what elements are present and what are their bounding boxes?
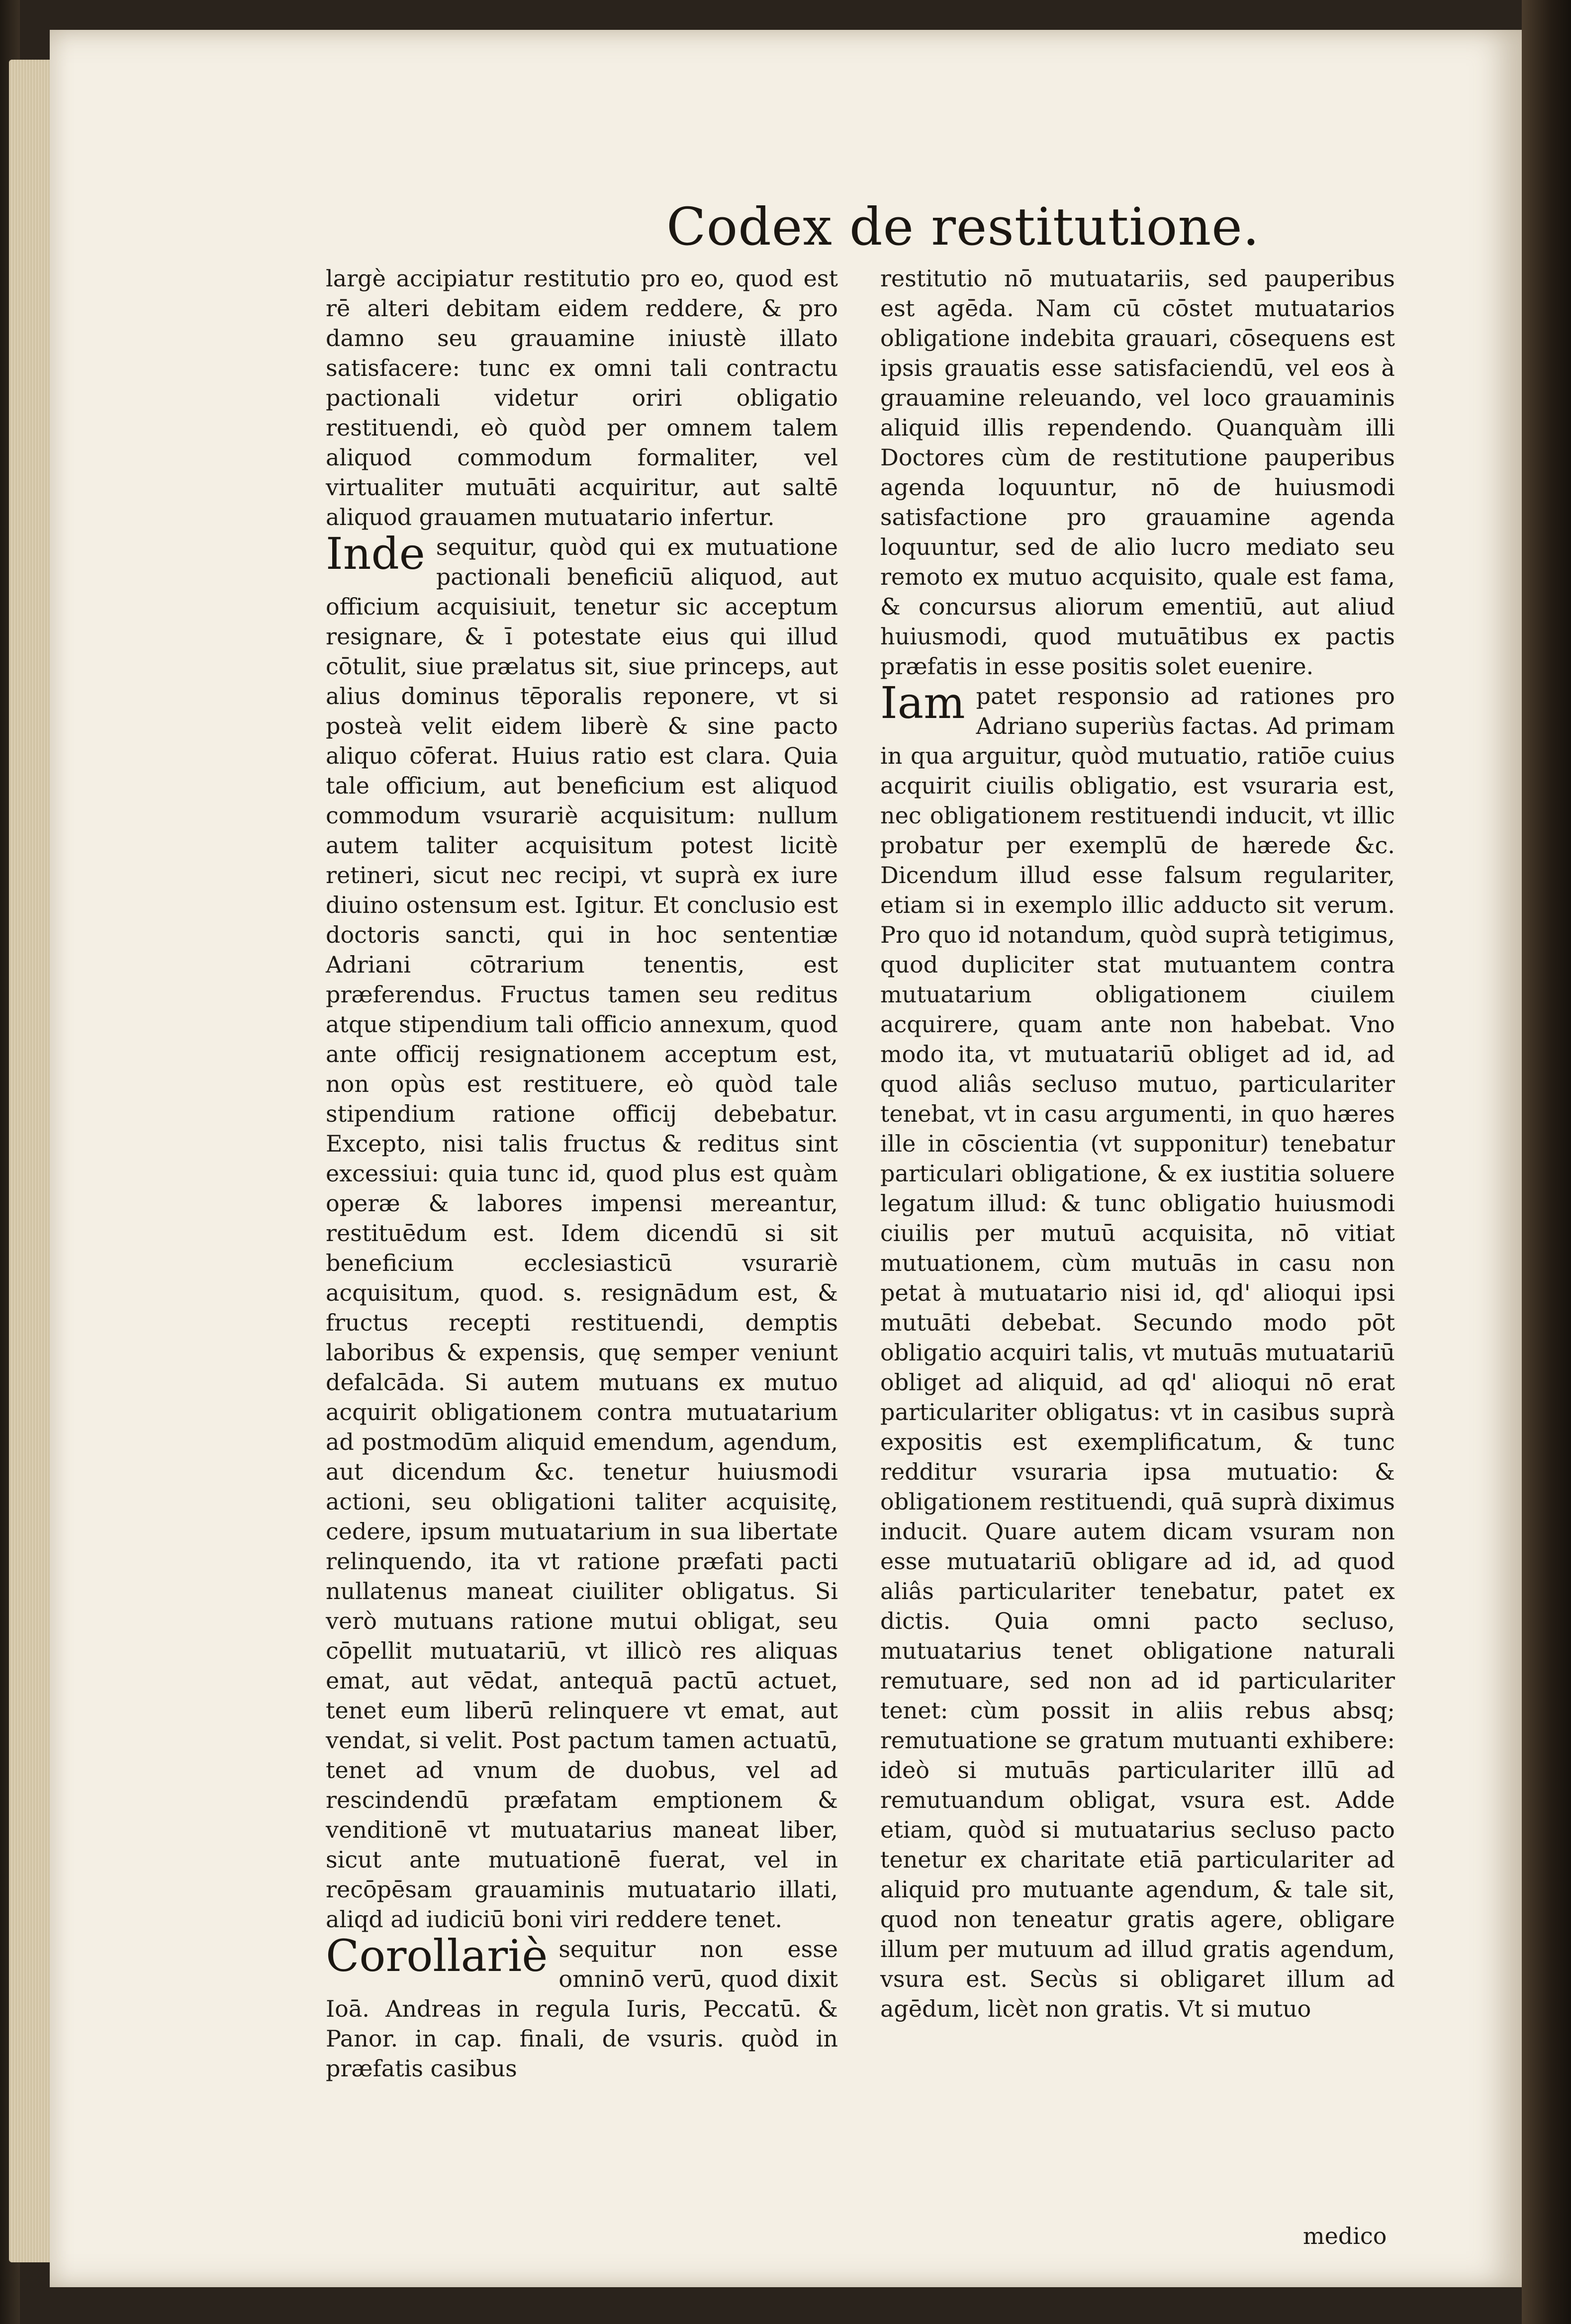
catchword: medico (1303, 2223, 1387, 2249)
left-paragraph-2-text: sequitur, quòd qui ex mutuatione pactionali beneficiū aliquod, aut officium acquisiuit, tenetur sic acceptum resignare, & ī potestate eius qui illud cōtulit, siue prælatus sit, siue princeps, aut alius dominus tēporalis reponere, vt si posteà velit eidem liberè & sine pacto aliquo cōferat. Huius ratio est clara. Quia tale officium, aut beneficium est aliquod commodum vsurariè acquisitum: nullum autem taliter acquisitum potest licitè retineri, sicut nec recipi, vt suprà ex iure diuino ostensum est. Igitur. Et conclusio est doctoris sancti, qui in hoc sententiæ Adriani cōtrarium tenentis, est præferendus. Fructus tamen seu reditus atque stipendium tali officio annexum, quod ante officij resignationem acceptum est, non opùs est restituere, eò quòd tale stipendium ratione officij debebatur. Excepto, nisi talis fructus & reditus sint excessiui: quia tunc id, quod plus est quàm operæ & labores impensi mereantur, restituēdum est. Idem dicendū si sit beneficium ecclesiasticū vsurariè acquisitum, quod. s. resignādum est, & fructus recepti restituendi, demptis laboribus & expensis, quę semper veniunt defalcāda. Si autem mutuans ex mutuo acquirit obligationem contra mutuatarium ad postmodūm aliquid emendum, agendum, aut dicendum &c. tenetur huiusmodi actioni, seu obligationi taliter acquisitę, cedere, ipsum mutuatarium in sua libertate relinquendo, ita vt ratione præfati pacti nullatenus maneat ciuiliter obligatus. Si verò mutuans ratione mutui obligat, seu cōpellit mutuatariū, vt illicò res aliquas emat, aut vēdat, antequā pactū actuet, tenet eum liberū relinquere vt emat, aut vendat, si velit. Post pactum tamen actuatū, tenet ad vnum de duobus, vel ad rescindendū præfatam emptionem & venditionē vt mutuatarius maneat liber, sicut ante mutuationē fuerat, vel in recōpēsam grauaminis mutuatario illati, aliqd ad iudiciū boni viri reddere tenet. (326, 534, 838, 1933)
right-paragraph-2 (880, 677, 1395, 2024)
initial-word: Inde (326, 528, 425, 579)
right-column (880, 264, 1395, 2024)
left-paragraph-1: largè accipiatur restitutio pro eo, quod est rē alteri debitam eidem reddere, & pro damno seu grauamine iniustè illato satisfacere: tunc ex omni tali contractu pactionali videtur oriri obligatio restituendi, eò quòd per omnem talem aliquod commodum formaliter, vel virtualiter mutuāti acquiritur, aut saltē aliquod grauamen mutuatario infertur. (326, 265, 838, 531)
book-spine (1522, 0, 1571, 2324)
initial-word: Iam (880, 677, 965, 728)
running-header: Codex de restitutione. (666, 196, 1260, 257)
right-paragraph-2-text: patet responsio ad rationes pro Adriano superiùs factas. Ad primam in qua arguitur, quòd mutuatio, ratiōe cuius acquirit ciuilis obligatio, est vsuraria est, nec obligationem restituendi inducit, vt illic probatur per exemplū de hærede &c. Dicendum illud esse falsum regulariter, etiam si in exemplo illic adducto sit verum. Pro quo id notandum, quòd suprà tetigimus, quod dupliciter stat mutuantem contra mutuatarium obligationem ciuilem acquirere, quam ante non habebat. Vno modo ita, vt mutuatariū obliget ad id, ad quod aliâs secluso mutuo, particulariter tenebat, vt in casu argumenti, in quo hæres ille in cōscientia (vt supponitur) tenebatur particulari obligatione, & ex iustitia soluere legatum illud: & tunc obligatio huiusmodi ciuilis per mutuū acquisita, nō vitiat mutuationem, cùm mutuās in casu non petat à mutuatario nisi id, qd' alioqui ipsi mutuāti debebat. Secundo modo pōt obligatio acquiri talis, vt mutuās mutuatariū obliget ad aliquid, ad qd' alioqui nō erat particulariter obligatus: vt in casibus suprà expositis est exemplificatum, & tunc redditur vsuraria ipsa mutuatio: & obligationem restituendi, quā suprà diximus inducit. Quare autem dicam vsuram non esse mutuatariū obligare ad id, ad quod aliâs particulariter tenebatur, patet ex dictis. Quia omni pacto secluso, mutuatarius tenet obligatione naturali remutuare, sed non ad id particulariter tenet: cùm possit in aliis rebus absq; remutuatione se gratum mutuanti exhibere: ideò si mutuās particulariter illū ad remutuandum obligat, vsura est. Adde etiam, quòd si mutuatarius secluso pacto tenetur ex charitate etiā particulariter ad aliquid pro mutuante agendum, & tale sit, quod non teneatur gratis agere, obligare illum per mutuum ad illud gratis agendum, vsura est. Secùs si obligaret illum ad agēdum, licèt non gratis. Vt si mutuo (880, 683, 1395, 2022)
initial-word: Corollariè (326, 1930, 548, 1981)
left-paragraph-2 (326, 528, 838, 1934)
left-paragraph-3 (326, 1930, 838, 2083)
left-paragraph-3-text: sequitur non esse omninō verū, quod dixit Ioā. Andreas in regula Iuris, Peccatū. & Panor. in cap. finali, de vsuris. quòd in præfatis casibus (326, 1936, 838, 2082)
left-column (326, 264, 838, 2083)
right-paragraph-1: restitutio nō mutuatariis, sed pauperibus est agēda. Nam cū cōstet mutuatarios obligatione indebita grauari, cōsequens est ipsis grauatis esse satisfaciendū, vel eos à grauamine releuando, vel loco grauaminis aliquid illis rependendo. Quanquàm illi Doctores cùm de restitutione pauperibus agenda loquuntur, nō de huiusmodi satisfactione pro grauamine agenda loquuntur, sed de alio lucro mediato seu remoto ex mutuo acquisito, quale est fama, & concursus aliorum ementiū, aut aliud huiusmodi, quod mutuātibus ex pactis præfatis in esse positis solet euenire. (880, 265, 1395, 680)
